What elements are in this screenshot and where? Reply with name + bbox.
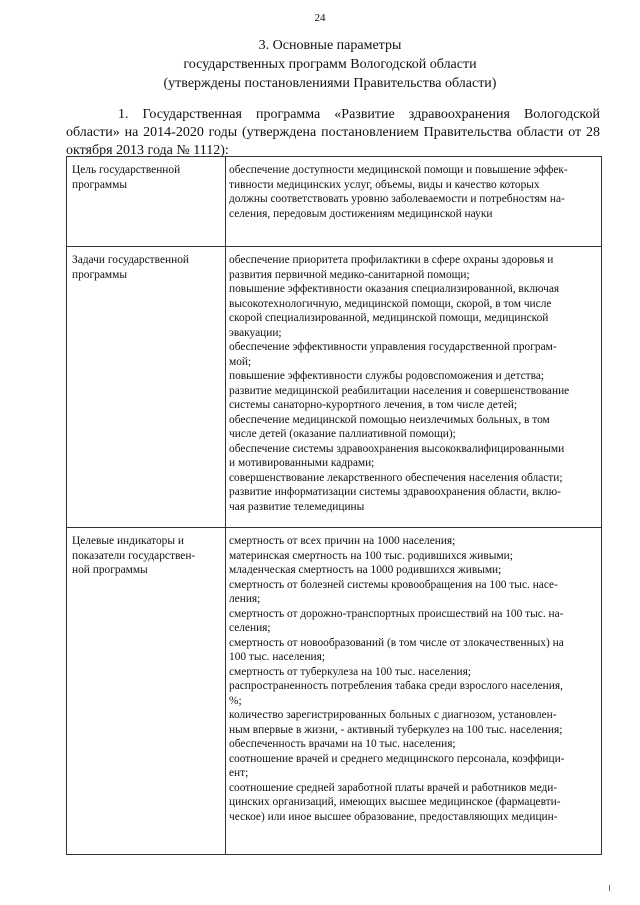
text-line: смертность от всех причин на 1000 населения; xyxy=(229,535,456,547)
program-intro xyxy=(66,106,600,160)
text-line: цинских организаций, имеющих высшее медицинское (фармацевти- xyxy=(229,796,561,808)
text-line: смертность от дорожно-транспортных происшествий на 100 тыс. на- xyxy=(229,607,564,620)
heading-line: (утверждены постановлениями Правительства области) xyxy=(163,76,497,91)
text-line: обеспечение медицинской помощью неизлечимых больных, в том xyxy=(229,413,550,426)
text-line: развитие информатизации системы здравоохранения области, вклю- xyxy=(229,486,561,498)
text-line: ческое) или иное высшее образование, предоставляющих медицин- xyxy=(229,810,558,823)
text-line: ным впервые в жизни, - активный туберкулез на 100 тыс. населения; xyxy=(229,723,563,736)
text-line: младенческая смертность на 1000 родившихся живыми; xyxy=(229,564,502,576)
program-intro-text: 1. Государственная программа «Развитие здравоохранения Вологодской области» на 2014-2020 годы (утверждена постановлением Правительства области от 28 октября 2013 года № 1112): xyxy=(66,107,600,158)
text-line: ления; xyxy=(229,593,261,605)
text-line: программы xyxy=(72,178,127,191)
text-line: смертность от новообразований (в том числе от злокачественных) на xyxy=(229,636,564,649)
text-line: обеспечение эффективности управления государственной програм- xyxy=(229,341,557,353)
table-row xyxy=(67,157,602,247)
text-line: повышение эффективности службы родовспоможения и детства; xyxy=(229,370,545,382)
text-line: селения, передовым достижениям медицинской науки xyxy=(229,207,493,220)
text-line: числе детей (оказание паллиативной помощи); xyxy=(229,428,456,440)
text-line: программы xyxy=(72,268,127,281)
text-line: ент; xyxy=(229,767,249,779)
row-label xyxy=(67,247,226,528)
text-line: обеспечение доступности медицинской помощи и повышение эффек- xyxy=(229,164,568,176)
row-content xyxy=(226,157,602,247)
heading-line: государственных программ Вологодской области xyxy=(183,57,477,72)
row-label xyxy=(67,157,226,247)
text-line: развития первичной медико-санитарной помощи; xyxy=(229,268,470,281)
heading-line: 3. Основные параметры xyxy=(258,38,402,53)
text-line: должны соответствовать уровню заболеваемости и потребностям на- xyxy=(229,193,565,205)
program-parameters-table xyxy=(66,156,602,855)
row-content xyxy=(226,528,602,855)
text-line: высокотехнологичную, медицинской помощи, скорой, в том числе xyxy=(229,297,552,310)
text-line: Цель государственной xyxy=(72,164,181,176)
table-row xyxy=(67,247,602,528)
text-line: распространенность потребления табака среди взрослого населения, xyxy=(229,680,563,692)
scan-mark xyxy=(609,885,610,891)
text-line: показатели государствен- xyxy=(72,549,196,562)
text-line: количество зарегистрированных больных с диагнозом, установлен- xyxy=(229,709,557,721)
text-line: Целевые индикаторы и xyxy=(72,535,184,547)
text-line: материнская смертность на 100 тыс. родившихся живыми; xyxy=(229,549,513,562)
row-label xyxy=(67,528,226,855)
text-line: Задачи государственной xyxy=(72,254,190,266)
table-row xyxy=(67,528,602,855)
text-line: обеспеченность врачами на 10 тыс. населения; xyxy=(229,738,456,750)
text-line: смертность от туберкулеза на 100 тыс. населения; xyxy=(229,665,472,678)
text-line: смертность от болезней системы кровообращения на 100 тыс. насе- xyxy=(229,578,558,591)
text-line: повышение эффективности оказания специализированной, включая xyxy=(229,283,560,295)
text-line: %; xyxy=(229,694,242,707)
text-line: мой; xyxy=(229,355,252,368)
section-heading xyxy=(60,36,600,93)
text-line: развитие медицинской реабилитации населения и совершенствование xyxy=(229,384,570,397)
text-line: обеспечение приоритета профилактики в сфере охраны здоровья и xyxy=(229,254,554,266)
text-line: системы санаторно-курортного лечения, в том числе детей; xyxy=(229,399,518,411)
text-line: совершенствование лекарственного обеспечения населения области; xyxy=(229,471,563,484)
page-number: 24 xyxy=(314,12,326,24)
text-line: соотношение врачей и среднего медицинского персонала, коэффици- xyxy=(229,752,565,765)
text-line: тивности медицинских услуг, объемы, виды и качество которых xyxy=(229,178,540,191)
text-line: чая развитие телемедицины xyxy=(229,500,365,513)
row-content xyxy=(226,247,602,528)
text-line: селения; xyxy=(229,622,271,634)
text-line: 100 тыс. населения; xyxy=(229,651,326,663)
text-line: и мотивированными кадрами; xyxy=(229,457,375,469)
text-line: ной программы xyxy=(72,564,148,576)
text-line: соотношение средней заработной платы врачей и работников меди- xyxy=(229,781,558,794)
text-line: обеспечение системы здравоохранения высококвалифицированными xyxy=(229,442,565,455)
text-line: эвакуации; xyxy=(229,326,282,339)
text-line: скорой специализированной, медицинской помощи, медицинской xyxy=(229,312,549,324)
